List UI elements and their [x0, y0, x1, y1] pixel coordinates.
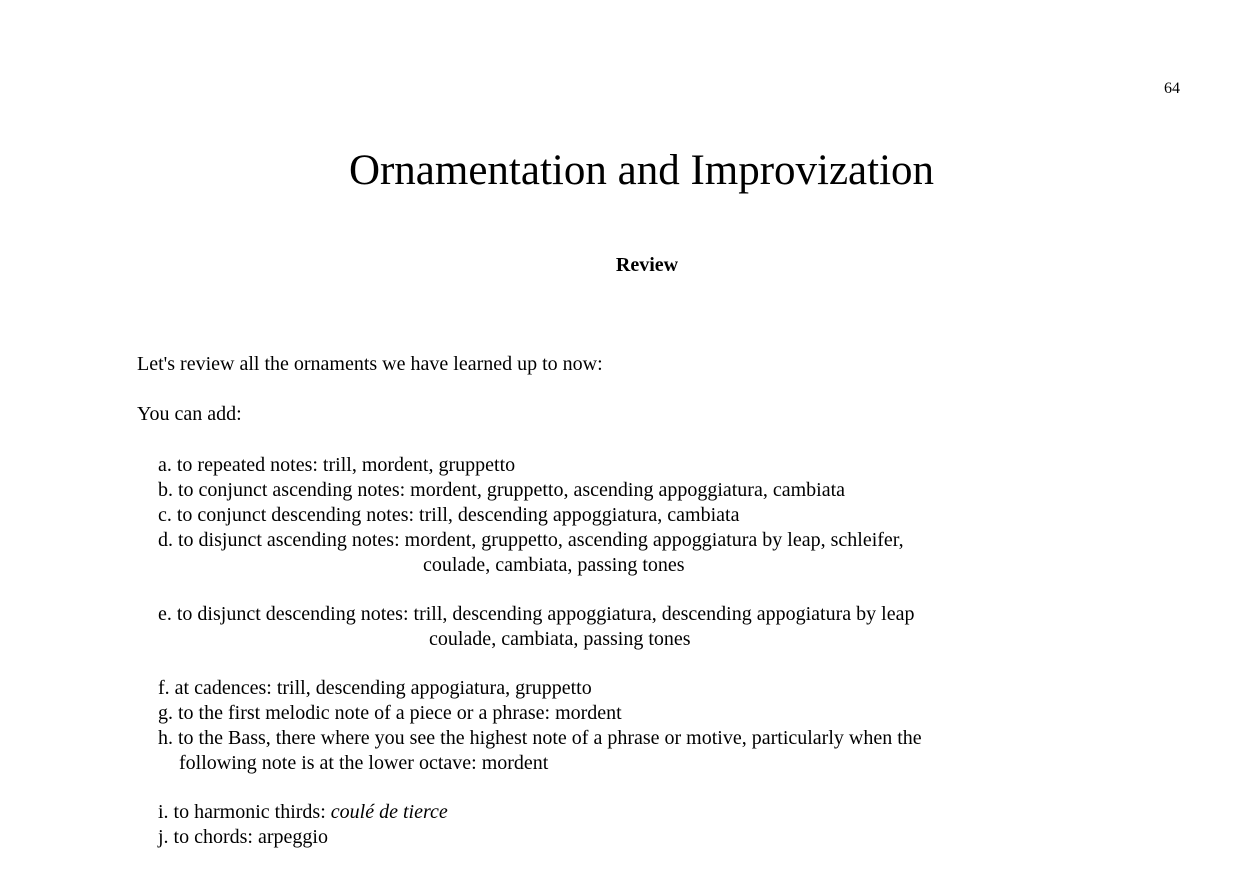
list-item-e-continuation: coulade, cambiata, passing tones — [429, 628, 691, 650]
list-item-h: h. to the Bass, there where you see the highest note of a phrase or motive, particularly when the — [158, 727, 922, 749]
list-item-e: e. to disjunct descending notes: trill, descending appoggiatura, descending appogiatura by leap — [158, 603, 915, 625]
list-item-i — [158, 800, 448, 825]
list-item-i-prefix: i. to harmonic thirds: — [158, 801, 331, 823]
list-item-j: j. to chords: arpeggio — [158, 826, 328, 848]
page-title: Ornamentation and Improvization — [348, 147, 935, 194]
lead-paragraph: You can add: — [137, 403, 242, 425]
intro-paragraph: Let's review all the ornaments we have learned up to now: — [137, 353, 603, 375]
list-item-d-continuation: coulade, cambiata, passing tones — [423, 554, 685, 576]
section-heading: Review — [615, 254, 679, 276]
list-item-h-continuation: following note is at the lower octave: mordent — [179, 752, 549, 774]
page-number: 64 — [1164, 80, 1180, 97]
list-item-a: a. to repeated notes: trill, mordent, gruppetto — [158, 454, 516, 476]
list-item-i-emphasis: coulé de tierce — [330, 801, 448, 823]
list-item-g: g. to the first melodic note of a piece or a phrase: mordent — [158, 702, 622, 724]
list-item-f: f. at cadences: trill, descending appogiatura, gruppetto — [158, 677, 592, 699]
list-item-b: b. to conjunct ascending notes: mordent, gruppetto, ascending appoggiatura, cambiata — [158, 479, 846, 501]
list-item-d: d. to disjunct ascending notes: mordent, gruppetto, ascending appoggiatura by leap, schleifer, — [158, 529, 904, 551]
list-item-c: c. to conjunct descending notes: trill, descending appoggiatura, cambiata — [158, 504, 740, 526]
